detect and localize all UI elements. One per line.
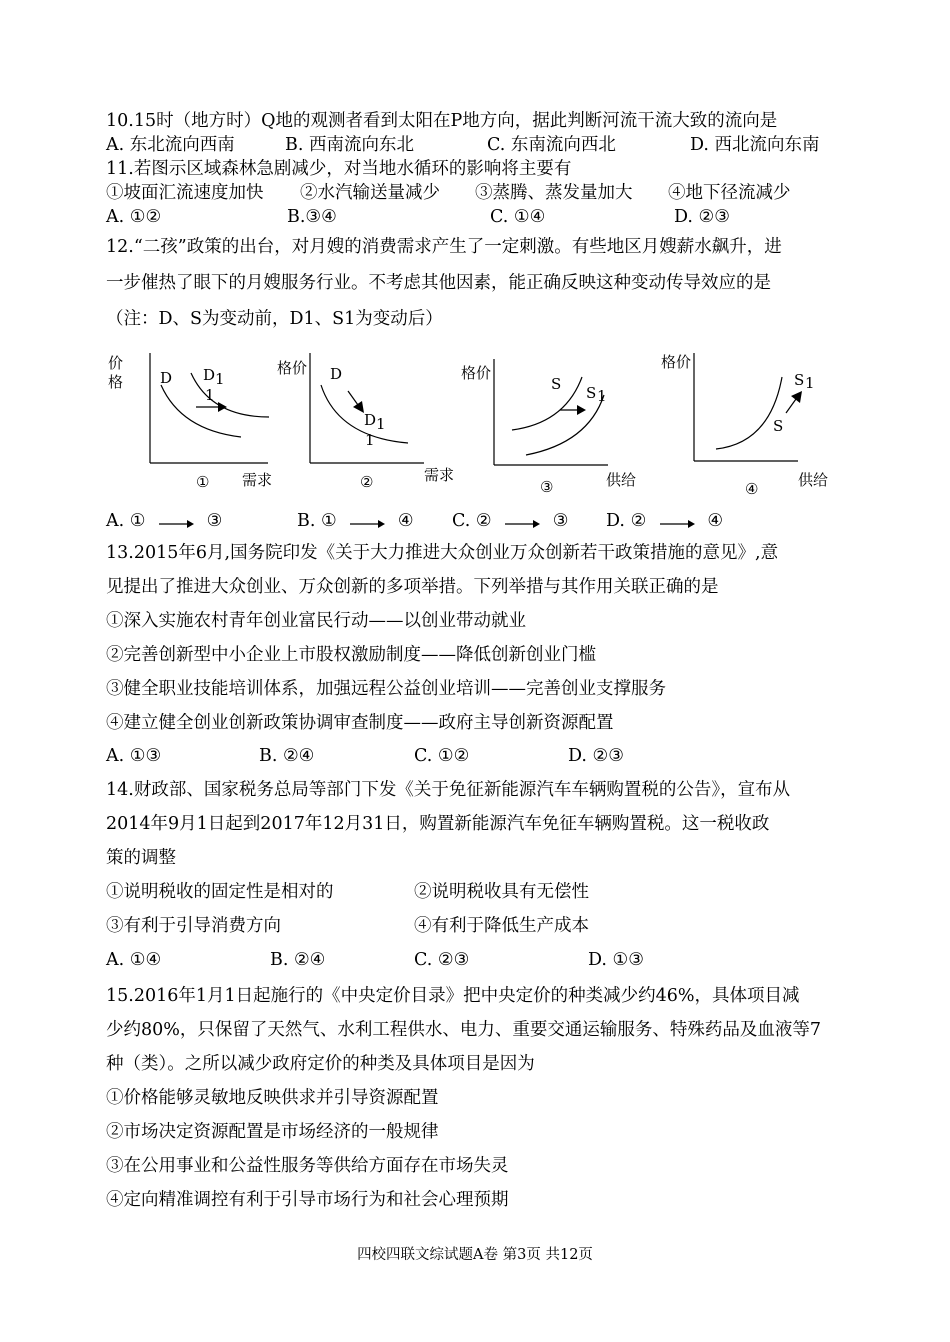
graph-2-curve-label-2-sub: 1 bbox=[376, 415, 386, 433]
arrow-right-icon bbox=[503, 516, 541, 528]
q14-item-1: ①说明税收的固定性是相对的 bbox=[106, 882, 334, 902]
q15-item-1: ①价格能够灵敏地反映供求并引导资源配置 bbox=[106, 1088, 439, 1108]
q12-option-a bbox=[106, 510, 222, 532]
q11-item-4: ④地下径流减少 bbox=[668, 183, 791, 203]
q14-option-a: A. ①④ bbox=[106, 950, 162, 970]
q13-stem-line2: 见提出了推进大众创业、万众创新的多项举措。下列举措与其作用关联正确的是 bbox=[106, 577, 719, 597]
graph-2-xlabel: 需求 bbox=[424, 466, 455, 484]
graph-1-curve-label-1: D bbox=[160, 369, 173, 387]
graph-1-number: ① bbox=[196, 473, 210, 491]
graph-1-extra-label: 1 bbox=[205, 386, 215, 404]
q12-option-d bbox=[606, 510, 723, 532]
q12-option-b-to: ④ bbox=[397, 511, 414, 531]
graph-1-arrow-icon bbox=[218, 402, 227, 412]
q12-option-d-from: ② bbox=[630, 511, 647, 531]
graph-3-ylabel: 格价 bbox=[461, 364, 492, 382]
graph-1-curve-d bbox=[161, 385, 241, 437]
q13-item-4: ④建立健全创业创新政策协调审查制度——政府主导创新资源配置 bbox=[106, 713, 614, 733]
graph-1-xlabel: 需求 bbox=[242, 471, 273, 489]
q11-option-a: A. ①② bbox=[106, 207, 162, 227]
q12-option-b-letter: B. bbox=[297, 511, 316, 531]
q13-item-2: ②完善创新型中小企业上市股权激励制度——降低创新创业门槛 bbox=[106, 645, 596, 665]
q12-option-a-letter: A. bbox=[106, 511, 125, 531]
graph-2-ylabel: 格价 bbox=[277, 359, 308, 377]
graph-1-curve-label-2-sub: 1 bbox=[215, 370, 225, 388]
q11-option-c: C. ①④ bbox=[490, 207, 546, 227]
graph-4-curve-label-2: S bbox=[794, 371, 805, 389]
q14-item-3: ③有利于引导消费方向 bbox=[106, 916, 281, 936]
q11-option-d: D. ②③ bbox=[674, 207, 730, 227]
q15-item-3: ③在公用事业和公益性服务等供给方面存在市场失灵 bbox=[106, 1156, 509, 1176]
page-footer: 四校四联文综试题A卷 第3页 共12页 bbox=[357, 1247, 593, 1263]
q13-option-a: A. ①③ bbox=[106, 746, 162, 766]
graph-1-curve-label-2: D bbox=[203, 366, 216, 384]
graph-3-number: ③ bbox=[540, 478, 554, 496]
graph-3-arrow-icon bbox=[577, 405, 586, 415]
q11-item-2: ②水汽输送量减少 bbox=[300, 183, 440, 203]
q13-item-1: ①深入实施农村青年创业富民行动——以创业带动就业 bbox=[106, 611, 526, 631]
q10-stem: 10.15时（地方时）Q地的观测者看到太阳在P地方向，据此判断河流干流大致的流向是 bbox=[106, 111, 778, 131]
q14-stem-line3: 策的调整 bbox=[106, 848, 176, 868]
q10-option-d: D. 西北流向东南 bbox=[690, 135, 820, 155]
q15-item-2: ②市场决定资源配置是市场经济的一般规律 bbox=[106, 1122, 439, 1142]
graph-4-curve-label-2-sub: 1 bbox=[805, 374, 815, 392]
graph-4-xlabel: 供给 bbox=[798, 471, 829, 489]
q12-stem-line1: 12.“二孩”政策的出台，对月嫂的消费需求产生了一定刺激。有些地区月嫂薪水飙升，进 bbox=[106, 237, 782, 257]
q14-option-c: C. ②③ bbox=[414, 950, 470, 970]
arrow-right-icon bbox=[348, 516, 386, 528]
q14-item-2: ②说明税收具有无偿性 bbox=[414, 882, 589, 902]
q12-option-c bbox=[452, 510, 568, 532]
graph-1-ylabel-2: 格 bbox=[108, 373, 124, 391]
graph-3-curve-label-2: S bbox=[586, 384, 597, 402]
q13-stem-line1: 13.2015年6月,国务院印发《关于大力推进大众创业万众创新若干政策措施的意见》,意 bbox=[106, 543, 779, 563]
q12-option-d-to: ④ bbox=[707, 511, 724, 531]
graph-4 bbox=[660, 345, 850, 499]
q12-option-a-from: ① bbox=[129, 511, 146, 531]
graph-2 bbox=[276, 345, 476, 499]
q12-option-c-from: ② bbox=[475, 511, 492, 531]
q11-option-b: B.③④ bbox=[287, 207, 337, 227]
graph-3-curve-s1 bbox=[526, 395, 604, 455]
graph-1 bbox=[106, 345, 286, 499]
q11-stem: 11.若图示区域森林急剧减少，对当地水循环的影响将主要有 bbox=[106, 159, 572, 179]
graph-2-curve-label-2: D bbox=[364, 411, 377, 429]
q14-stem-line2: 2014年9月1日起到2017年12月31日，购置新能源汽车免征车辆购置税。这一税收政 bbox=[106, 814, 770, 834]
graph-2-arrow-icon bbox=[353, 401, 364, 413]
graph-2-number: ② bbox=[360, 473, 374, 491]
q14-option-d: D. ①③ bbox=[588, 950, 644, 970]
q15-stem-line3: 种（类）。之所以减少政府定价的种类及具体项目是因为 bbox=[106, 1054, 535, 1074]
arrow-right-icon bbox=[658, 516, 696, 528]
graph-3 bbox=[460, 345, 650, 499]
q15-stem-line2: 少约80%，只保留了天然气、水利工程供水、电力、重要交通运输服务、特殊药品及血液等7 bbox=[106, 1020, 822, 1040]
q13-option-d: D. ②③ bbox=[568, 746, 624, 766]
arrow-right-icon bbox=[157, 516, 195, 528]
q12-option-c-to: ③ bbox=[552, 511, 569, 531]
q10-option-c: C. 东南流向西北 bbox=[487, 135, 616, 155]
graph-3-xlabel: 供给 bbox=[606, 471, 637, 489]
q10-option-b: B. 西南流向东北 bbox=[285, 135, 414, 155]
graph-3-curve-s bbox=[512, 377, 582, 430]
graph-2-extra-label: 1 bbox=[365, 431, 375, 449]
graph-4-number: ④ bbox=[745, 480, 759, 498]
q12-option-b-from: ① bbox=[321, 511, 337, 531]
q15-stem-line1: 15.2016年1月1日起施行的《中央定价目录》把中央定价的种类减少约46%，具体项目减 bbox=[106, 986, 800, 1006]
q12-option-b bbox=[297, 510, 414, 532]
q13-option-c: C. ①② bbox=[414, 746, 470, 766]
graph-4-ylabel: 格价 bbox=[661, 353, 692, 371]
q11-item-1: ①坡面汇流速度加快 bbox=[106, 183, 264, 203]
q12-option-a-to: ③ bbox=[206, 511, 223, 531]
q14-option-b: B. ②④ bbox=[270, 950, 326, 970]
graph-4-arrow-icon bbox=[791, 391, 802, 403]
graph-4-curve-label-1: S bbox=[773, 417, 784, 435]
q15-item-4: ④定向精准调控有利于引导市场行为和社会心理预期 bbox=[106, 1190, 509, 1210]
q13-option-b: B. ②④ bbox=[259, 746, 315, 766]
q12-note: （注：D、S为变动前，D1、S1为变动后） bbox=[106, 309, 443, 329]
q12-stem-line2: 一步催热了眼下的月嫂服务行业。不考虑其他因素，能正确反映这种变动传导效应的是 bbox=[106, 273, 771, 293]
q10-option-a: A. 东北流向西南 bbox=[106, 135, 235, 155]
graph-3-curve-label-1: S bbox=[551, 375, 562, 393]
graph-1-ylabel-1: 价 bbox=[108, 354, 124, 372]
q12-option-c-letter: C. bbox=[452, 511, 471, 531]
graph-4-curve-s bbox=[716, 377, 782, 449]
q13-item-3: ③健全职业技能培训体系，加强远程公益创业培训——完善创业支撑服务 bbox=[106, 679, 666, 699]
graph-3-curve-label-2-sub: 1 bbox=[597, 387, 607, 405]
graph-2-curve-label-1: D bbox=[330, 365, 343, 383]
q12-option-d-letter: D. bbox=[606, 511, 625, 531]
q11-item-3: ③蒸腾、蒸发量加大 bbox=[475, 183, 633, 203]
q14-stem-line1: 14.财政部、国家税务总局等部门下发《关于免征新能源汽车车辆购置税的公告》，宣布从 bbox=[106, 780, 791, 800]
q14-item-4: ④有利于降低生产成本 bbox=[414, 916, 589, 936]
